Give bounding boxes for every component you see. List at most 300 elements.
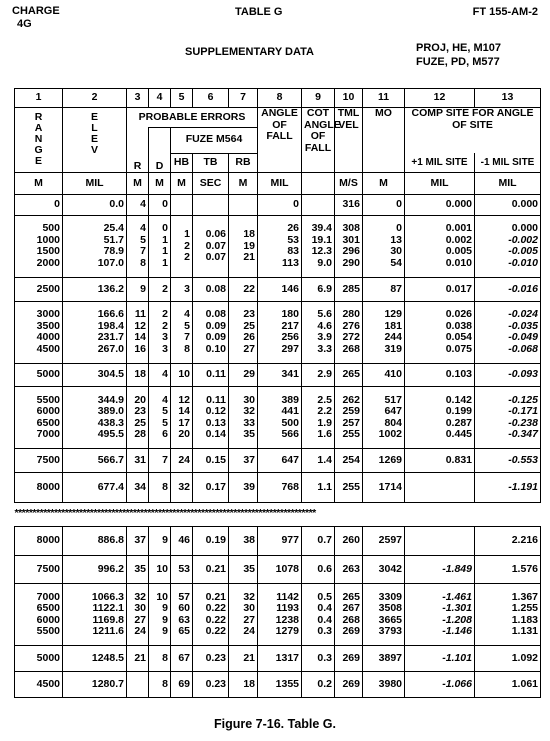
column-number: 13 [475, 89, 541, 108]
table-row-value: 0.000 [445, 197, 472, 210]
table-row-value: 1142 [276, 590, 299, 603]
table-row-value: 1317 [275, 651, 299, 664]
table-row-value: 0.4 [317, 602, 332, 615]
data-cell [149, 646, 171, 672]
table-row-value: 3 [184, 282, 190, 295]
table-row-value: 316 [342, 197, 360, 210]
table-row-value: 19 [243, 239, 255, 252]
table-row-value: 0.002 [445, 233, 472, 246]
table-row-value: 260 [342, 534, 360, 547]
table-row-value: 977 [281, 534, 299, 547]
table-row-value: 0.054 [445, 331, 472, 344]
tml-vel-header: TML VEL [335, 108, 363, 173]
table-row-value: 0 [162, 222, 168, 235]
table-row-value: 2 [162, 282, 168, 295]
data-cell [149, 363, 171, 387]
table-row-value: 1122.1 [92, 602, 124, 615]
table-row-value: 0.000 [511, 197, 538, 210]
data-cell [335, 556, 363, 584]
table-row-value: 1714 [378, 480, 402, 493]
table-row-value: 0.08 [205, 307, 226, 320]
data-cell [475, 215, 541, 277]
data-cell [15, 584, 63, 646]
table-subtitle: SUPPLEMENTARY DATA [185, 46, 314, 58]
data-cell [193, 584, 229, 646]
table-row-value: 3793 [378, 625, 402, 638]
data-cell [63, 526, 127, 556]
data-cell [258, 584, 302, 646]
column-number-row [15, 89, 541, 108]
data-cell [63, 387, 127, 449]
asterisk-separator: ************************************************************************************ [15, 502, 541, 526]
table-row-value: 0.10 [205, 342, 226, 355]
data-group [15, 363, 541, 387]
table-row-value: 3042 [378, 563, 402, 576]
table-row-value: 268 [342, 613, 360, 626]
table-row-value: 6000 [36, 405, 60, 418]
data-cell [171, 472, 193, 502]
data-cell [63, 215, 127, 277]
table-row-value: 26 [287, 222, 299, 235]
table-row-value: 647 [281, 453, 299, 466]
data-cell [475, 363, 541, 387]
column-number: 7 [229, 89, 258, 108]
table-row-value: 6.9 [317, 282, 332, 295]
data-cell [335, 387, 363, 449]
data-cell [63, 472, 127, 502]
table-row-value: 2 [162, 319, 168, 332]
table-row-value: 256 [281, 331, 299, 344]
header-row [15, 108, 541, 127]
data-cell [127, 301, 149, 363]
data-cell [229, 301, 258, 363]
table-row-value: 14 [134, 331, 146, 344]
data-cell [15, 194, 63, 215]
table-row-value: 8 [162, 677, 168, 690]
table-row-value: 231.7 [97, 331, 124, 344]
table-row-value: 3000 [36, 307, 60, 320]
table-row-value: 32 [243, 590, 255, 603]
column-number: 9 [302, 89, 335, 108]
table-row-value: 269 [342, 651, 360, 664]
table-row-value: 0.000 [511, 222, 538, 235]
table-row-value: 0.23 [205, 677, 226, 690]
table-row-value: 647 [384, 405, 402, 418]
table-row-value: 37 [134, 534, 146, 547]
data-cell [171, 556, 193, 584]
data-cell [63, 584, 127, 646]
table-row-value: 0.22 [205, 625, 226, 638]
data-cell [405, 672, 475, 698]
data-cell [335, 215, 363, 277]
table-row-value: 4 [162, 393, 168, 406]
table-row-value: 38 [243, 534, 255, 547]
data-cell [127, 278, 149, 302]
data-cell [193, 556, 229, 584]
document-id: FT 155-AM-2 [472, 6, 538, 18]
table-row-value: 33 [243, 416, 255, 429]
table-row-value: 341 [281, 368, 299, 381]
table-row-value: 5000 [36, 651, 60, 664]
data-cell [127, 387, 149, 449]
data-cell [229, 646, 258, 672]
table-row-value: 1 [184, 228, 190, 241]
table-row-value: 27 [243, 613, 255, 626]
table-row-value: 2 [184, 239, 190, 252]
data-cell [171, 363, 193, 387]
table-row-value: 0.017 [445, 282, 472, 295]
fuze-type: FUZE, PD, M577 [416, 56, 500, 68]
table-row-value: 0.005 [445, 245, 472, 258]
data-cell [335, 526, 363, 556]
data-cell [302, 387, 335, 449]
table-row-value: 35 [243, 428, 255, 441]
data-cell [127, 646, 149, 672]
range-header [15, 108, 63, 173]
table-row-value: 0.075 [445, 342, 472, 355]
table-row-value: 244 [384, 331, 402, 344]
table-row-value: 60 [178, 602, 190, 615]
data-cell [149, 526, 171, 556]
table-row-value: 257 [342, 416, 360, 429]
table-row-value: 18 [134, 368, 146, 381]
table-row-value: 7000 [36, 428, 60, 441]
table-row-value: 2 [162, 307, 168, 320]
table-row-value: 3980 [378, 677, 402, 690]
table-row-value: 23 [243, 307, 255, 320]
data-cell [475, 672, 541, 698]
table-row-value: 1169.8 [92, 613, 124, 626]
data-cell [405, 387, 475, 449]
table-row-value: 1.4 [317, 453, 332, 466]
data-cell [302, 278, 335, 302]
data-group [15, 387, 541, 449]
table-row-value: 1066.3 [91, 590, 124, 603]
table-row-value: -0.068 [508, 342, 538, 355]
data-cell [258, 556, 302, 584]
table-row-value: 19.1 [311, 233, 332, 246]
data-group [15, 672, 541, 698]
data-cell [258, 472, 302, 502]
table-row-value: 3897 [378, 651, 402, 664]
data-cell [229, 194, 258, 215]
column-number: 2 [63, 89, 127, 108]
data-cell [335, 194, 363, 215]
table-row-value: 54 [390, 257, 402, 270]
data-cell [15, 646, 63, 672]
table-row-value: 2.9 [317, 368, 332, 381]
data-cell [171, 449, 193, 473]
table-row-value: 1.255 [511, 602, 538, 615]
data-cell [475, 278, 541, 302]
table-row-value: -0.238 [508, 416, 538, 429]
table-row-value: 30 [243, 602, 255, 615]
table-row-value: 886.8 [97, 534, 124, 547]
table-row-value: 1 [162, 245, 168, 258]
table-row-value: 27 [243, 342, 255, 355]
data-group [15, 194, 541, 215]
table-row-value: 12 [178, 393, 190, 406]
table-row-value: 5 [162, 416, 168, 429]
data-cell [149, 472, 171, 502]
table-row-value: 4 [140, 222, 146, 235]
data-cell [193, 449, 229, 473]
table-row-value: 1248.5 [91, 651, 124, 664]
elev-header-text: ELEV [90, 111, 98, 157]
table-row-value: 344.9 [97, 393, 124, 406]
data-cell [63, 278, 127, 302]
table-row-value: 3.3 [317, 342, 332, 355]
data-cell [363, 387, 405, 449]
table-row-value: 13 [390, 233, 402, 246]
data-cell [127, 472, 149, 502]
table-row-value: 87 [390, 282, 402, 295]
data-group [15, 646, 541, 672]
data-cell [149, 301, 171, 363]
data-cell [475, 449, 541, 473]
table-row-value: 2000 [36, 257, 60, 270]
data-cell [363, 215, 405, 277]
data-cell [15, 278, 63, 302]
table-row-value: 1002 [378, 428, 402, 441]
table-row-value: 1.1 [317, 480, 332, 493]
table-row-value: 21 [243, 251, 255, 264]
table-row-value: 768 [281, 480, 299, 493]
data-cell [335, 363, 363, 387]
table-row-value: 1 [162, 233, 168, 246]
table-row-value: 4000 [36, 331, 60, 344]
comp-site-header: COMP SITE FOR ANGLE OF SITE [405, 108, 541, 154]
data-cell [258, 363, 302, 387]
data-cell [335, 472, 363, 502]
data-group [15, 584, 541, 646]
data-cell [193, 301, 229, 363]
table-row-value: 166.6 [97, 307, 124, 320]
data-cell [15, 363, 63, 387]
table-row-value: 0.026 [445, 307, 472, 320]
table-row-value: 0 [396, 222, 402, 235]
table-row-value: 7500 [36, 453, 60, 466]
data-cell [405, 584, 475, 646]
figure-caption: Figure 7-16. Table G. [213, 717, 337, 731]
data-cell [258, 646, 302, 672]
table-row-value: -1.146 [442, 625, 472, 638]
table-row-value: 57 [178, 590, 190, 603]
data-group [15, 556, 541, 584]
table-row-value: 0.142 [445, 393, 472, 406]
data-cell [302, 449, 335, 473]
data-cell [258, 449, 302, 473]
table-row-value: 0.09 [205, 319, 226, 332]
table-row-value: -1.191 [508, 480, 538, 493]
column-number: 11 [363, 89, 405, 108]
data-cell [171, 387, 193, 449]
table-row-value: 0.287 [445, 416, 472, 429]
table-row-value: 5 [140, 233, 146, 246]
data-cell [15, 526, 63, 556]
table-row-value: 0.19 [205, 534, 226, 547]
table-row-value: 53 [178, 563, 190, 576]
table-row-value: 290 [342, 257, 360, 270]
data-cell [229, 672, 258, 698]
unit-cell: MIL [63, 173, 127, 194]
supplementary-data-table [14, 88, 541, 698]
data-cell [193, 215, 229, 277]
table-row-value: 14 [178, 405, 190, 418]
table-row-value: 10 [156, 563, 168, 576]
table-row-value: 0.2 [317, 677, 332, 690]
table-row-value: 0.22 [205, 602, 226, 615]
data-cell [15, 449, 63, 473]
elev-header [63, 108, 127, 173]
table-row-value: -0.049 [508, 331, 538, 344]
table-row-value: 30 [134, 602, 146, 615]
table-row-value: 0.7 [317, 534, 332, 547]
data-cell [15, 472, 63, 502]
data-cell [193, 194, 229, 215]
data-cell [63, 301, 127, 363]
table-row-value: 9.0 [317, 257, 332, 270]
data-cell [475, 584, 541, 646]
table-row-value: 8 [140, 257, 146, 270]
table-row-value: 9 [162, 534, 168, 547]
table-row-value: 1078 [275, 563, 299, 576]
table-row-value: 16 [134, 342, 146, 355]
data-cell [127, 194, 149, 215]
data-cell [149, 387, 171, 449]
table-row-value: 0.08 [205, 282, 226, 295]
data-cell [258, 387, 302, 449]
table-row-value: 254 [342, 453, 360, 466]
table-row-value: 0.07 [205, 239, 226, 252]
data-cell [149, 278, 171, 302]
data-cell [171, 215, 193, 277]
unit-cell: M [171, 173, 193, 194]
data-cell [335, 278, 363, 302]
table-row-value: 0.21 [205, 590, 226, 603]
table-row-value: 8000 [36, 534, 60, 547]
table-row-value: 10 [178, 368, 190, 381]
data-cell [302, 301, 335, 363]
data-cell [475, 646, 541, 672]
table-row-value: 1355 [275, 677, 299, 690]
data-cell [363, 278, 405, 302]
table-row-value: 30 [243, 393, 255, 406]
data-cell [335, 672, 363, 698]
unit-cell [302, 173, 335, 194]
table-row-value: 0.5 [317, 590, 332, 603]
table-row-value: 27 [134, 613, 146, 626]
data-cell [229, 449, 258, 473]
data-cell [335, 449, 363, 473]
table-row-value: 25 [134, 416, 146, 429]
table-row-value: 0.06 [205, 228, 226, 241]
separator-row [15, 502, 541, 526]
column-number: 12 [405, 89, 475, 108]
table-row-value: 389.0 [97, 405, 124, 418]
table-row-value: 4 [184, 307, 190, 320]
data-cell [63, 556, 127, 584]
table-row-value: 9 [140, 282, 146, 295]
table-row-value: 107.0 [97, 257, 124, 270]
data-cell [363, 472, 405, 502]
data-cell [149, 194, 171, 215]
table-row-value: 297 [281, 342, 299, 355]
table-row-value: 18 [243, 677, 255, 690]
table-row-value: 0.23 [205, 651, 226, 664]
table-row-value: 0.3 [317, 625, 332, 638]
data-group [15, 472, 541, 502]
table-row-value: 67 [178, 651, 190, 664]
table-row-value: 7 [140, 245, 146, 258]
table-row-value: 39.4 [311, 222, 332, 235]
charge-label: CHARGE 4G [12, 5, 60, 30]
table-row-value: 0.07 [205, 251, 226, 264]
data-cell [302, 472, 335, 502]
table-row-value: -0.035 [508, 319, 538, 332]
table-row-value: 285 [342, 282, 360, 295]
table-row-value: 0.4 [317, 613, 332, 626]
table-row-value: 113 [282, 257, 299, 270]
table-row-value: 7000 [36, 590, 60, 603]
table-row-value: 276 [342, 319, 360, 332]
table-row-value: 441 [281, 405, 299, 418]
table-row-value: 4500 [36, 342, 60, 355]
table-row-value: 0.11 [206, 393, 226, 406]
table-row-value: 35 [134, 563, 146, 576]
table-row-value: 389 [281, 393, 299, 406]
data-cell [127, 584, 149, 646]
table-row-value: -1.461 [442, 590, 472, 603]
data-cell [193, 363, 229, 387]
data-cell [193, 387, 229, 449]
table-row-value: -0.005 [508, 245, 538, 258]
data-cell [405, 278, 475, 302]
table-row-value: 1.092 [511, 651, 538, 664]
table-row-value: 12.3 [311, 245, 332, 258]
table-row-value: 21 [243, 651, 255, 664]
table-row-value: 4 [162, 368, 168, 381]
tb-header: TB [193, 153, 229, 172]
table-row-value: 265 [342, 590, 360, 603]
data-cell [405, 526, 475, 556]
r-header: R [127, 127, 149, 173]
table-row-value: 129 [384, 307, 402, 320]
data-cell [335, 646, 363, 672]
probable-errors-header: PROBABLE ERRORS [127, 108, 258, 127]
table-row-value: 217 [281, 319, 299, 332]
data-cell [363, 672, 405, 698]
table-row-value: 4.6 [317, 319, 332, 332]
data-cell [405, 449, 475, 473]
table-row-value: 1.576 [511, 563, 538, 576]
data-cell [475, 387, 541, 449]
table-row-value: 8 [184, 342, 190, 355]
units-row [15, 173, 541, 194]
table-row-value: 0.14 [205, 428, 226, 441]
table-row-value: 0.831 [445, 453, 472, 466]
data-cell [229, 556, 258, 584]
data-cell [229, 526, 258, 556]
data-cell [475, 526, 541, 556]
data-cell [171, 646, 193, 672]
data-cell [363, 449, 405, 473]
d-header: D [149, 127, 171, 173]
table-row-value: 1211.6 [92, 625, 124, 638]
data-cell [363, 363, 405, 387]
table-row-value: 0.22 [205, 613, 226, 626]
data-cell [302, 215, 335, 277]
